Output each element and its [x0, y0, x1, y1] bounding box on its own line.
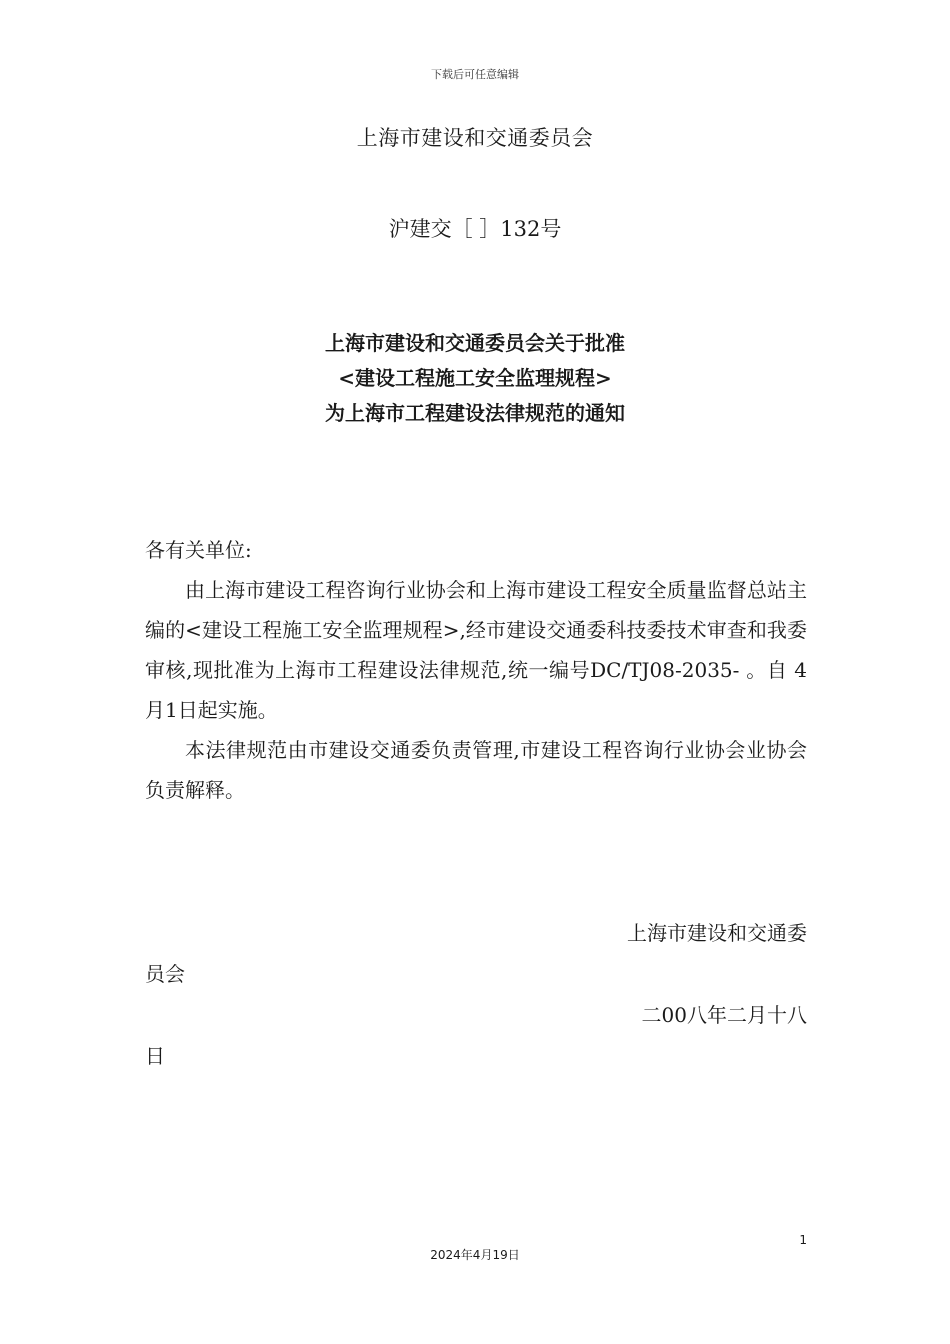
signature-date-line-2: 日 — [145, 1044, 165, 1068]
title-line-1: 上海市建设和交通委员会关于批准 — [325, 331, 625, 355]
header-note: 下载后可任意编辑 — [431, 68, 519, 81]
body-paragraph-2: 本法律规范由市建设交通委负责管理,市建设工程咨询行业协会业协会负责解释。 — [145, 738, 807, 802]
footer-date: 2024年4月19日 — [430, 1248, 520, 1262]
signature-org-line-1: 上海市建设和交通委 — [627, 921, 807, 945]
document-body — [145, 530, 807, 810]
title-line-3: 为上海市工程建设法律规范的通知 — [325, 401, 625, 425]
signature-date-line-1: 二00八年二月十八 — [641, 1003, 807, 1027]
body-paragraph-1: 由上海市建设工程咨询行业协会和上海市建设工程安全质量监督总站主编的<建设工程施工安全监理规程>,经市建设交通委科技委技术审查和我委审核,现批准为上海市工程建设法律规范,统一编号DC/TJ08-2035- 。自 4月1日起实施。 — [145, 578, 807, 722]
signature-org-line-2: 员会 — [145, 962, 185, 986]
title-line-2: <建设工程施工安全监理规程> — [338, 366, 612, 390]
page-number: 1 — [799, 1233, 807, 1247]
document-number: 沪建交［ ］132号 — [388, 217, 562, 241]
document-title — [0, 326, 950, 431]
signature-block — [145, 913, 807, 1077]
issuer-name: 上海市建设和交通委员会 — [356, 126, 594, 150]
salutation: 各有关单位: — [145, 538, 252, 562]
